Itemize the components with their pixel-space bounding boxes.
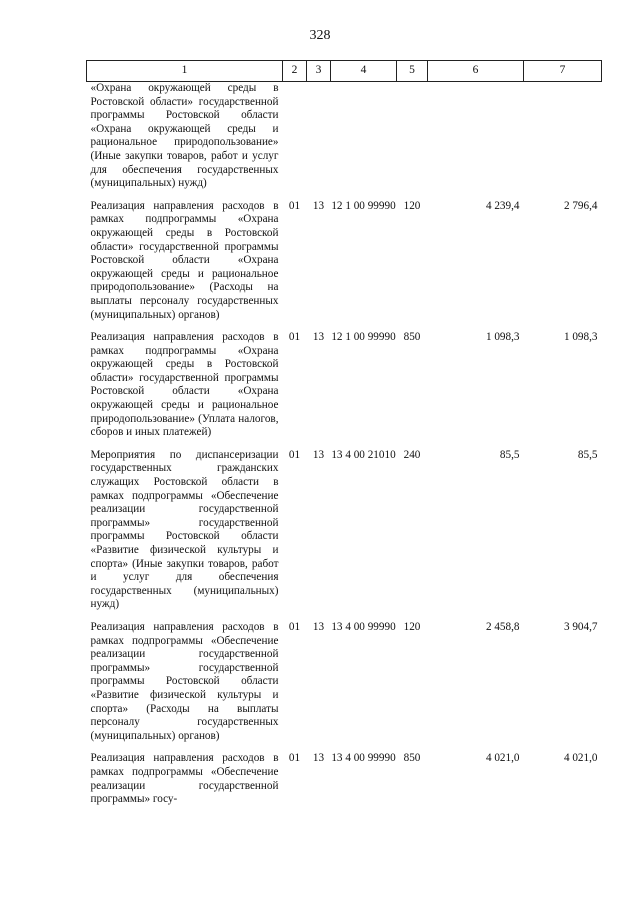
target-article-code: 13 4 00 99990 xyxy=(331,620,396,633)
column-header: 3 xyxy=(307,61,331,82)
amount-col7: 3 904,7 xyxy=(563,620,598,633)
column-header: 6 xyxy=(428,61,524,82)
amount-col6: 85,5 xyxy=(499,448,520,461)
expense-type-code: 120 xyxy=(403,199,421,212)
row-description: Реализация направления расходов в рамках подпрограммы «Охрана окружающей среды в Ростовской области» государственной программы Ростовской области «Охрана окружающей среды и рациональное природопользование» (Расходы на выплаты персоналу государственных (муниципальных) органов) xyxy=(90,199,279,321)
table-row xyxy=(87,326,602,444)
row-description: Реализация направления расходов в рамках подпрограммы «Обеспечение реализации государственной программы» госу- xyxy=(90,752,279,806)
subsection-code: 13 xyxy=(312,448,325,461)
budget-table xyxy=(86,60,602,811)
page-number: 328 xyxy=(309,28,331,43)
section-code: 01 xyxy=(288,199,301,212)
amount-col6: 2 458,8 xyxy=(485,620,520,633)
amount-col6 xyxy=(428,82,524,195)
column-header: 5 xyxy=(397,61,428,82)
amount-col7: 4 021,0 xyxy=(563,752,598,765)
amount-col6: 4 021,0 xyxy=(485,752,520,765)
expense-type-code: 850 xyxy=(403,752,421,765)
table-row xyxy=(87,616,602,747)
column-header: 2 xyxy=(283,61,307,82)
amount-col6: 4 239,4 xyxy=(485,199,520,212)
subsection-code: 13 xyxy=(312,620,325,633)
section-code xyxy=(283,82,307,195)
section-code: 01 xyxy=(288,620,301,633)
section-code: 01 xyxy=(288,752,301,765)
table-row xyxy=(87,747,602,810)
amount-col7: 2 796,4 xyxy=(563,199,598,212)
row-description: Реализация направления расходов в рамках подпрограммы «Обеспечение реализации государственной программы» государственной программы Ростовской области «Развитие физической культуры и спорта» (Расходы на выплаты персоналу государственных (муниципальных) органов) xyxy=(90,620,279,742)
column-header: 7 xyxy=(524,61,602,82)
row-description: «Охрана окружающей среды в Ростовской области» государственной программы Ростовской области «Охрана окружающей среды и рациональное природопользование» (Иные закупки товаров, работ и услуг для обеспечения государственных (муниципальных) нужд) xyxy=(90,82,279,190)
subsection-code: 13 xyxy=(312,331,325,344)
expense-type-code xyxy=(397,82,428,195)
header-row xyxy=(87,61,602,82)
expense-type-code: 240 xyxy=(403,448,421,461)
target-article-code: 13 4 00 21010 xyxy=(331,448,396,461)
subsection-code: 13 xyxy=(312,752,325,765)
subsection-code: 13 xyxy=(312,199,325,212)
column-header: 4 xyxy=(331,61,397,82)
table-row xyxy=(87,444,602,616)
amount-col7 xyxy=(524,82,602,195)
amount-col6: 1 098,3 xyxy=(485,331,520,344)
row-description: Мероприятия по диспансеризации государственных гражданских служащих Ростовской области в рамках подпрограммы «Обеспечение реализации государственной программы» государственной программы Ростовской области «Развитие физической культуры и спорта» (Иные закупки товаров, работ и услуг для обеспечения государственных (муниципальных) нужд) xyxy=(90,448,279,611)
column-header: 1 xyxy=(87,61,283,82)
target-article-code: 12 1 00 99990 xyxy=(331,199,396,212)
section-code: 01 xyxy=(288,448,301,461)
target-article-code xyxy=(331,82,397,195)
target-article-code: 13 4 00 99990 xyxy=(331,752,396,765)
section-code: 01 xyxy=(288,331,301,344)
table-row xyxy=(87,82,602,195)
row-description: Реализация направления расходов в рамках подпрограммы «Охрана окружающей среды в Ростовской области» государственной программы Ростовской области «Охрана окружающей среды и рациональное природопользование» (Уплата налогов, сборов и иных платежей) xyxy=(90,331,279,439)
subsection-code xyxy=(307,82,331,195)
table-row xyxy=(87,195,602,326)
expense-type-code: 850 xyxy=(403,331,421,344)
amount-col7: 1 098,3 xyxy=(563,331,598,344)
amount-col7: 85,5 xyxy=(577,448,598,461)
expense-type-code: 120 xyxy=(403,620,421,633)
target-article-code: 12 1 00 99990 xyxy=(331,331,396,344)
